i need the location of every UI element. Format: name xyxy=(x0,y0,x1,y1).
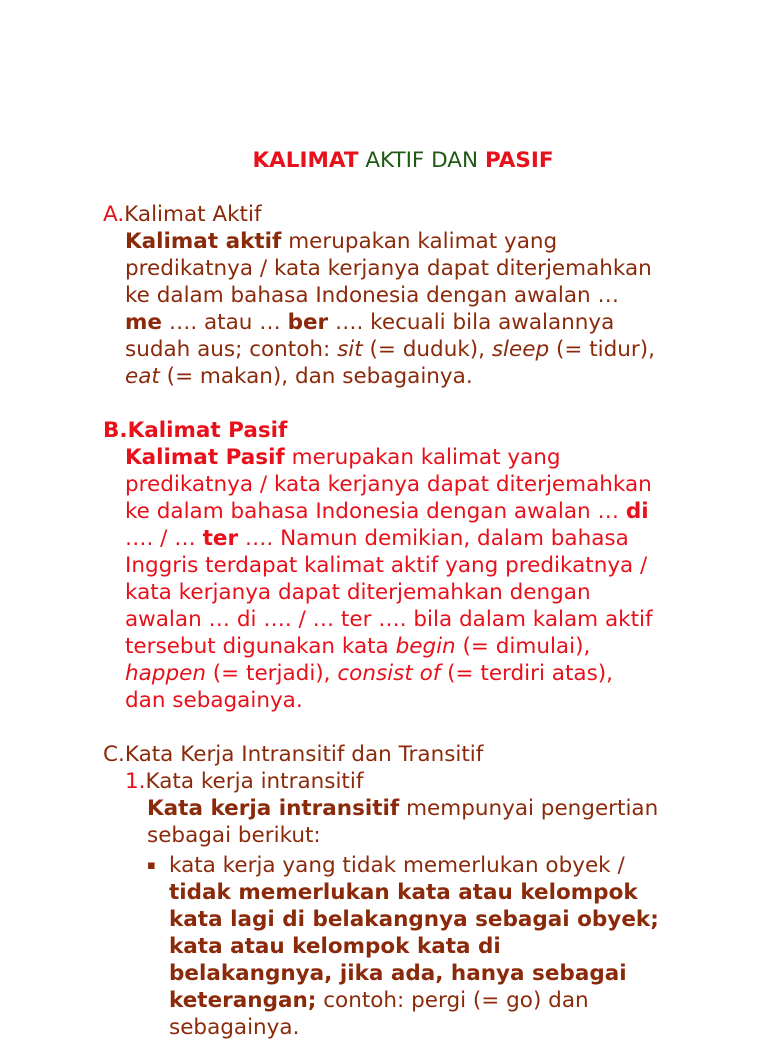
bullet-text: sebagainya. xyxy=(169,1015,300,1040)
section-b-text: Inggris terdapat kalimat aktif yang predikatnya / xyxy=(125,553,648,578)
section-a-line-4 xyxy=(125,309,614,336)
section-c-title: Kata Kerja Intransitif dan Transitif xyxy=(124,742,484,767)
section-b-title: Kalimat Pasif xyxy=(127,418,288,443)
subsection-1-marker: 1. xyxy=(125,769,146,794)
subsection-1-term: Kata kerja intransitif xyxy=(147,796,400,821)
section-a-text: ke dalam bahasa Indonesia dengan awalan … xyxy=(125,283,619,308)
bullet-line-6 xyxy=(169,987,589,1014)
section-b-marker: B. xyxy=(103,418,128,443)
page-title xyxy=(0,147,768,174)
bullet-line-7 xyxy=(169,1014,299,1041)
section-a-heading xyxy=(103,201,262,228)
example-word: happen xyxy=(125,661,206,686)
prefix-di: di xyxy=(625,499,649,524)
bullet-text-bold: kata atau kelompok kata di xyxy=(169,934,501,959)
section-a-text: (= tidur), xyxy=(549,337,655,362)
section-b-line-10 xyxy=(125,687,303,714)
section-b-text: kata kerjanya dapat diterjemahkan dengan xyxy=(125,580,591,605)
title-word-kalimat: KALIMAT xyxy=(252,148,359,173)
section-a-text: merupakan kalimat yang xyxy=(281,229,558,254)
section-b-text: …. / … xyxy=(125,526,203,551)
section-a-marker: A. xyxy=(103,202,125,227)
title-word-pasif: PASIF xyxy=(484,148,554,173)
prefix-ter: ter xyxy=(202,526,239,551)
section-a-text: …. kecuali bila awalannya xyxy=(328,310,615,335)
bullet-square-icon: ▪ xyxy=(147,858,156,873)
section-a-line-2 xyxy=(125,255,652,282)
section-a-line-3 xyxy=(125,282,619,309)
example-word: eat xyxy=(125,364,160,389)
section-a-text: predikatnya / kata kerjanya dapat diterjemahkan xyxy=(125,256,652,281)
bullet-text-bold: belakangnya, jika ada, hanya sebagai xyxy=(169,961,627,986)
section-b-term: Kalimat Pasif xyxy=(125,445,285,470)
bullet-line-2 xyxy=(169,879,638,906)
section-b-heading xyxy=(103,417,287,444)
section-b-text: awalan … di …. / … ter …. bila dalam kalam aktif xyxy=(125,607,653,632)
subsection-1-intro-line-2 xyxy=(147,822,321,849)
subsection-1-heading xyxy=(125,768,363,795)
section-b-line-8 xyxy=(125,633,590,660)
section-a-text: (= duduk), xyxy=(362,337,492,362)
section-b-line-7 xyxy=(125,606,653,633)
subsection-1-text: sebagai berikut: xyxy=(147,823,321,848)
subsection-1-intro-line-1 xyxy=(147,795,658,822)
section-b-text: tersebut digunakan kata xyxy=(125,634,396,659)
bullet-text: contoh: pergi (= go) dan xyxy=(316,988,589,1013)
section-a-text: sudah aus; contoh: xyxy=(125,337,338,362)
bullet-text-bold: kata lagi di belakangnya sebagai obyek; xyxy=(169,907,659,932)
bullet-line-4 xyxy=(169,933,501,960)
section-b-text: (= dimulai), xyxy=(455,634,591,659)
section-b-line-9 xyxy=(125,660,613,687)
prefix-ber: ber xyxy=(287,310,329,335)
prefix-me: me xyxy=(125,310,162,335)
bullet-text-bold: tidak memerlukan kata atau kelompok xyxy=(169,880,638,905)
subsection-1-title: Kata kerja intransitif xyxy=(145,769,364,794)
section-a-line-1 xyxy=(125,228,557,255)
bullet-line-3 xyxy=(169,906,659,933)
example-word: consist of xyxy=(337,661,441,686)
bullet-text-bold: keterangan; xyxy=(169,988,317,1013)
subsection-1-text: mempunyai pengertian xyxy=(399,796,659,821)
section-a-title: Kalimat Aktif xyxy=(124,202,262,227)
section-b-text: ke dalam bahasa Indonesia dengan awalan … xyxy=(125,499,626,524)
section-b-text: (= terdiri atas), xyxy=(440,661,613,686)
section-b-line-1 xyxy=(125,444,561,471)
example-word: sit xyxy=(337,337,363,362)
bullet-line-5 xyxy=(169,960,627,987)
section-b-text: (= terjadi), xyxy=(205,661,338,686)
section-a-term: Kalimat aktif xyxy=(125,229,282,254)
example-word: sleep xyxy=(491,337,550,362)
section-b-line-2 xyxy=(125,471,652,498)
section-b-line-4 xyxy=(125,525,629,552)
section-b-line-5 xyxy=(125,552,647,579)
bullet-line-1 xyxy=(169,852,625,879)
bullet-text: kata kerja yang tidak memerlukan obyek / xyxy=(169,853,625,878)
title-word-aktif-dan: AKTIF DAN xyxy=(358,148,485,173)
example-word: begin xyxy=(395,634,456,659)
section-a-line-5 xyxy=(125,336,655,363)
section-b-text: predikatnya / kata kerjanya dapat diterjemahkan xyxy=(125,472,652,497)
section-a-text: …. atau … xyxy=(162,310,288,335)
section-c-marker: C. xyxy=(103,742,125,767)
section-b-line-3 xyxy=(125,498,649,525)
section-b-text: …. Namun demikian, dalam bahasa xyxy=(238,526,629,551)
section-b-text: dan sebagainya. xyxy=(125,688,303,713)
section-b-text: merupakan kalimat yang xyxy=(284,445,561,470)
section-c-heading xyxy=(103,741,483,768)
section-a-text: (= makan), dan sebagainya. xyxy=(159,364,473,389)
section-b-line-6 xyxy=(125,579,591,606)
section-a-line-6 xyxy=(125,363,473,390)
